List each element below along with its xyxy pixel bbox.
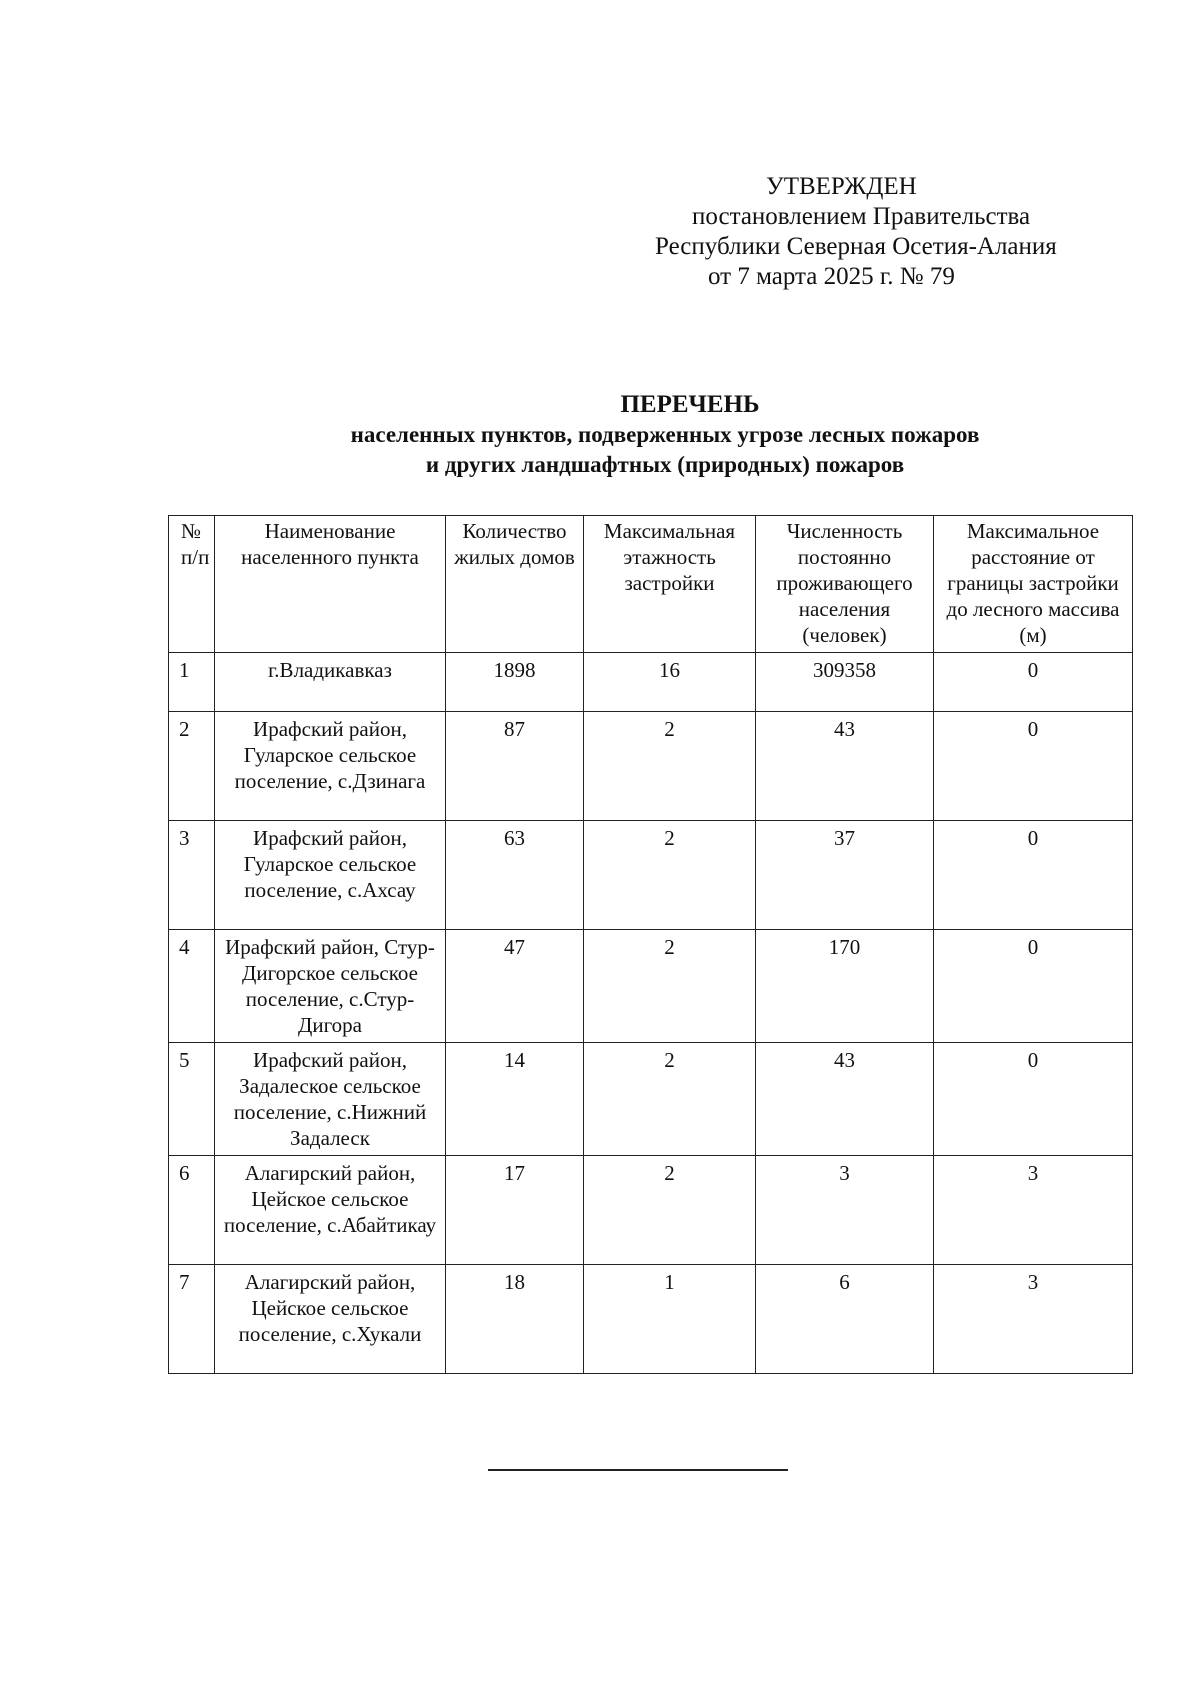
closing-divider xyxy=(488,1469,788,1471)
cell-settlement-name: Ирафский район, Гуларское сельское поселение, с.Дзинага xyxy=(215,712,446,821)
table-row xyxy=(169,1156,1133,1265)
approval-resolution: постановлением Правительства xyxy=(692,203,1031,230)
cell-max-floors: 2 xyxy=(584,1156,756,1265)
header-max-distance: Максимальное расстояние от границы застройки до лесного массива (м) xyxy=(934,516,1133,653)
cell-max-distance: 0 xyxy=(934,712,1133,821)
cell-population: 43 xyxy=(756,1043,934,1156)
cell-max-distance: 0 xyxy=(934,653,1133,712)
cell-houses-count: 87 xyxy=(446,712,584,821)
cell-houses-count: 47 xyxy=(446,930,584,1043)
table-row xyxy=(169,821,1133,930)
cell-max-floors: 2 xyxy=(584,821,756,930)
cell-number: 5 xyxy=(169,1043,215,1156)
cell-population: 6 xyxy=(756,1265,934,1374)
cell-max-floors: 16 xyxy=(584,653,756,712)
cell-number: 7 xyxy=(169,1265,215,1374)
cell-houses-count: 17 xyxy=(446,1156,584,1265)
cell-population: 170 xyxy=(756,930,934,1043)
title-main: ПЕРЕЧЕНЬ xyxy=(620,391,760,418)
cell-population: 43 xyxy=(756,712,934,821)
table-header-row xyxy=(169,516,1133,653)
cell-number: 4 xyxy=(169,930,215,1043)
table-row xyxy=(169,1043,1133,1156)
cell-number: 3 xyxy=(169,821,215,930)
table-row xyxy=(169,930,1133,1043)
cell-settlement-name: Ирафский район, Стур-Дигорское сельское поселение, с.Стур-Дигора xyxy=(215,930,446,1043)
cell-settlement-name: Ирафский район, Гуларское сельское поселение, с.Ахсау xyxy=(215,821,446,930)
cell-houses-count: 63 xyxy=(446,821,584,930)
settlements-table xyxy=(168,515,1133,1374)
header-max-floors: Максимальная этажность застройки xyxy=(584,516,756,653)
cell-number: 1 xyxy=(169,653,215,712)
cell-max-floors: 2 xyxy=(584,1043,756,1156)
cell-max-floors: 1 xyxy=(584,1265,756,1374)
cell-max-distance: 0 xyxy=(934,821,1133,930)
cell-houses-count: 1898 xyxy=(446,653,584,712)
cell-population: 37 xyxy=(756,821,934,930)
approval-government: Республики Северная Осетия-Алания xyxy=(655,233,1057,260)
approval-stamp xyxy=(600,172,1200,292)
header-number: № п/п xyxy=(169,516,215,653)
table-row xyxy=(169,653,1133,712)
cell-max-distance: 3 xyxy=(934,1265,1133,1374)
cell-number: 2 xyxy=(169,712,215,821)
cell-max-floors: 2 xyxy=(584,930,756,1043)
table-row xyxy=(169,1265,1133,1374)
approval-date-number: от 7 марта 2025 г. № 79 xyxy=(708,263,955,290)
header-houses-count: Количество жилых домов xyxy=(446,516,584,653)
cell-max-distance: 0 xyxy=(934,930,1133,1043)
cell-settlement-name: Алагирский район, Цейское сельское поселение, с.Хукали xyxy=(215,1265,446,1374)
cell-max-distance: 0 xyxy=(934,1043,1133,1156)
cell-settlement-name: Ирафский район, Задалеское сельское поселение, с.Нижний Задалеск xyxy=(215,1043,446,1156)
title-subtitle-1: населенных пунктов, подверженных угрозе лесных пожаров xyxy=(350,422,980,447)
cell-houses-count: 14 xyxy=(446,1043,584,1156)
table-row xyxy=(169,712,1133,821)
cell-settlement-name: г.Владикавказ xyxy=(215,653,446,712)
cell-houses-count: 18 xyxy=(446,1265,584,1374)
cell-max-distance: 3 xyxy=(934,1156,1133,1265)
title-subtitle-2: и других ландшафтных (природных) пожаров xyxy=(425,452,905,477)
header-settlement-name: Наименование населенного пункта xyxy=(215,516,446,653)
header-population: Численность постоянно проживающего населения (человек) xyxy=(756,516,934,653)
approval-heading: УТВЕРЖДЕН xyxy=(766,173,917,200)
cell-settlement-name: Алагирский район, Цейское сельское поселение, с.Абайтикау xyxy=(215,1156,446,1265)
cell-max-floors: 2 xyxy=(584,712,756,821)
document-title xyxy=(160,390,1160,480)
cell-population: 309358 xyxy=(756,653,934,712)
cell-population: 3 xyxy=(756,1156,934,1265)
cell-number: 6 xyxy=(169,1156,215,1265)
